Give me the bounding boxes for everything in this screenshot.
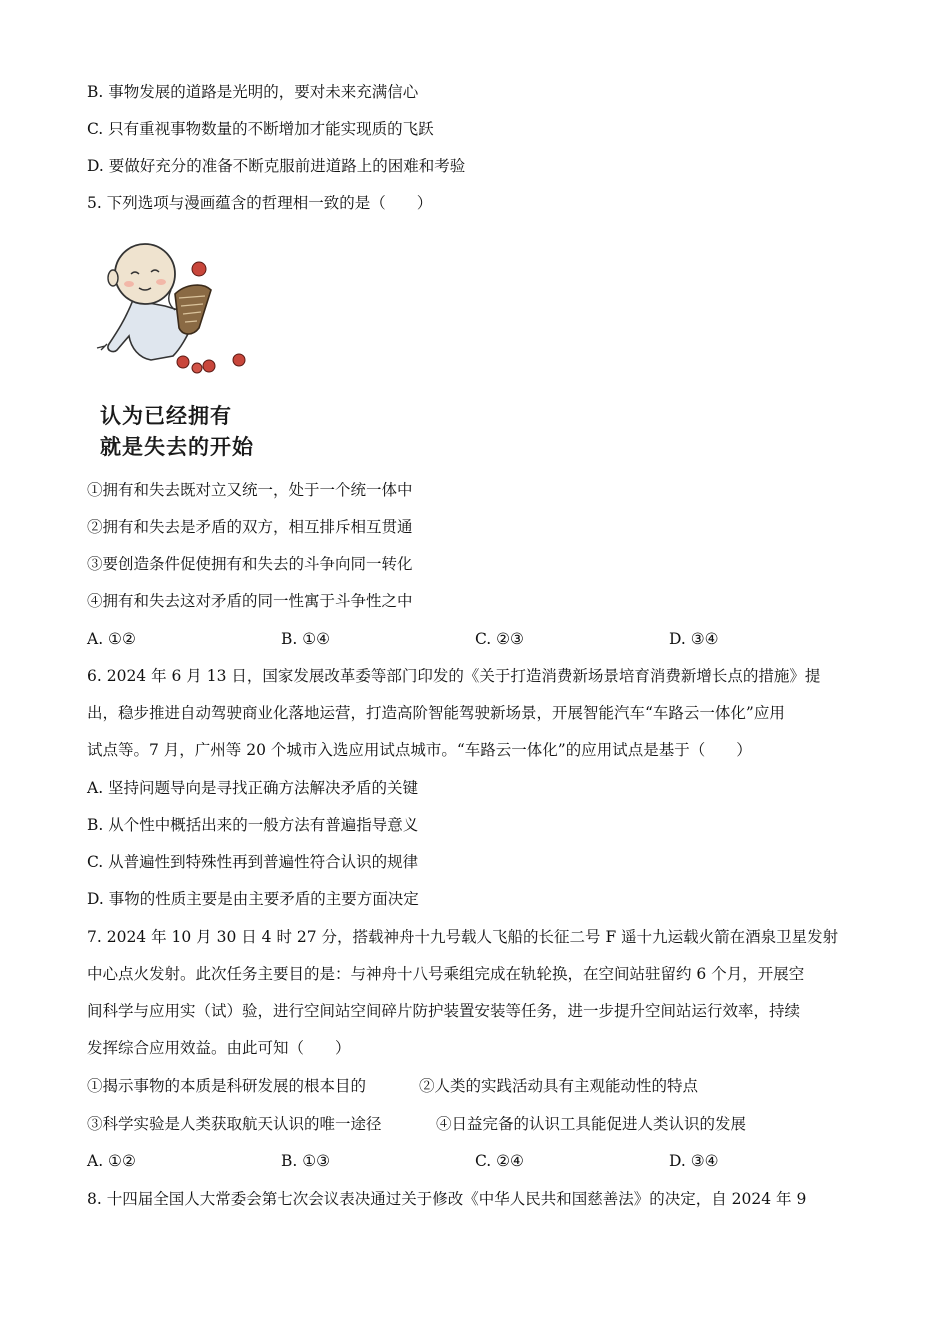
- q7-stem-line-4: 发挥综合应用效益。由此可知（ ）: [87, 1039, 351, 1057]
- q8-stem-line-1: 8. 十四届全国人大常委会第七次会议表决通过关于修改《中华人民共和国慈善法》的决定，自 2024 年 9: [87, 1190, 807, 1208]
- q6-stem-line-2: 出，稳步推进自动驾驶商业化落地运营，打造高阶智能驾驶新场景，开展智能汽车“车路云一体化”应用: [87, 704, 785, 722]
- q5-statement-1: ①拥有和失去既对立又统一，处于一个统一体中: [87, 481, 413, 499]
- q5-choice-c[interactable]: C. ②③: [475, 630, 524, 648]
- q5-choice-d[interactable]: D. ③④: [669, 630, 719, 648]
- q5-stem: 5. 下列选项与漫画蕴含的哲理相一致的是（ ）: [87, 194, 433, 212]
- q7-statement-4: ④日益完备的认识工具能促进人类认识的发展: [436, 1115, 747, 1133]
- q4-option-d: D. 要做好充分的准备不断克服前进道路上的困难和考验: [87, 157, 466, 175]
- q6-stem-line-1: 6. 2024 年 6 月 13 日，国家发展改革委等部门印发的《关于打造消费新场景培育消费新增长点的措施》提: [87, 667, 821, 685]
- q7-stem-line-2: 中心点火发射。此次任务主要目的是：与神舟十八号乘组完成在轨轮换，在空间站驻留约 6 个月，开展空: [87, 965, 805, 983]
- q7-choice-b[interactable]: B. ①③: [281, 1152, 331, 1170]
- q5-choice-a[interactable]: A. ①②: [87, 630, 136, 648]
- q7-statement-3: ③科学实验是人类获取航天认识的唯一途径: [87, 1115, 382, 1133]
- cartoon-caption-line1: 认为已经拥有: [100, 404, 232, 428]
- q5-statement-2: ②拥有和失去是矛盾的双方，相互排斥相互贯通: [87, 518, 413, 536]
- q4-option-b: B. 事物发展的道路是光明的，要对未来充满信心: [87, 83, 419, 101]
- q4-option-c: C. 只有重视事物数量的不断增加才能实现质的飞跃: [87, 120, 434, 138]
- q6-option-d[interactable]: D. 事物的性质主要是由主要矛盾的主要方面决定: [87, 890, 419, 908]
- q7-choice-d[interactable]: D. ③④: [669, 1152, 719, 1170]
- q6-option-a[interactable]: A. 坚持问题导向是寻找正确方法解决矛盾的关键: [87, 779, 419, 797]
- q7-stem-line-1: 7. 2024 年 10 月 30 日 4 时 27 分，搭载神舟十九号载人飞船的长征二号 F 遥十九运载火箭在酒泉卫星发射: [87, 928, 839, 946]
- q6-option-c[interactable]: C. 从普遍性到特殊性再到普遍性符合认识的规律: [87, 853, 419, 871]
- q7-choice-c[interactable]: C. ②④: [475, 1152, 524, 1170]
- q7-statement-2: ②人类的实践活动具有主观能动性的特点: [419, 1077, 699, 1095]
- q6-option-b[interactable]: B. 从个性中概括出来的一般方法有普遍指导意义: [87, 816, 419, 834]
- cartoon-caption-line2: 就是失去的开始: [100, 435, 254, 459]
- q5-statement-4: ④拥有和失去这对矛盾的同一性寓于斗争性之中: [87, 592, 413, 610]
- q6-stem-line-3: 试点等。7 月，广州等 20 个城市入选应用试点城市。“车路云一体化”的应用试点是基于（ ）: [87, 741, 752, 759]
- q7-stem-line-3: 间科学与应用实（试）验，进行空间站空间碎片防护装置安装等任务，进一步提升空间站运行效率，持续: [87, 1002, 801, 1020]
- q7-statement-1: ①揭示事物的本质是科研发展的根本目的: [87, 1077, 367, 1095]
- q5-statement-3: ③要创造条件促使拥有和失去的斗争向同一转化: [87, 555, 413, 573]
- q7-choice-a[interactable]: A. ①②: [87, 1152, 136, 1170]
- q5-choice-b[interactable]: B. ①④: [281, 630, 331, 648]
